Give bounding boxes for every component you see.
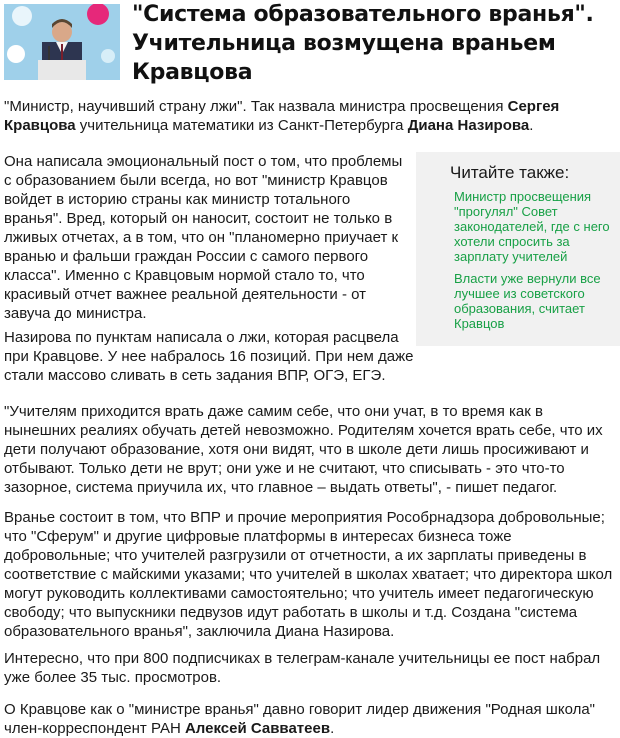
read-also-link-1[interactable]: Министр просвещения "прогулял" Совет законодателей, где с него хотели спросить за зарплату учителей xyxy=(454,189,610,264)
lead-text-2: учительница математики из Санкт-Петербурга xyxy=(75,117,408,134)
paragraph-6-text-2: . xyxy=(330,720,335,737)
article-title: "Система образовательного вранья". Учительница возмущена враньем Кравцова xyxy=(132,2,594,85)
article-thumbnail[interactable] xyxy=(4,4,120,80)
paragraph-6-text-1: О Кравцове как о "министре вранья" давно говорит лидер движения "Родная школа" член-корреспондент РАН xyxy=(4,701,595,737)
lead-paragraph xyxy=(4,97,614,135)
lead-name-kravtsov: Сергея Кравцова xyxy=(4,98,560,134)
read-also-link-2[interactable]: Власти уже вернули все лучшее из советского образования, считает Кравцов xyxy=(454,271,601,331)
body-paragraph-1: Она написала эмоциональный пост о том, что проблемы с образованием были всегда, но вот "министр Кравцов войдет в историю страны как министр тотального вранья". Вред, который он наносит, состоит не только в лживых отчетах, а в том, что он "планомерно приучает к вранью и фальши граждан России с самого первого класса". Именно с Кравцовым нормой стало то, что красивый отчет важнее реальной деятельности - от завуча до министра. xyxy=(4,153,403,322)
body-paragraph-6 xyxy=(4,700,616,738)
read-also-heading: Читайте также: xyxy=(450,163,570,182)
lead-name-nazirova: Диана Назирова xyxy=(407,117,530,134)
paragraph-6-name-savvateev: Алексей Савватеев xyxy=(184,720,331,737)
body-paragraph-5: Интересно, что при 800 подписчиках в телеграм-канале учительницы ее пост набрал уже более 35 тыс. просмотров. xyxy=(4,650,601,686)
lead-text-1: "Министр, научивший страну лжи". Так назвала министра просвещения xyxy=(4,98,508,115)
lead-text-3: . xyxy=(529,117,534,134)
minister-photo-image xyxy=(4,4,120,80)
read-also-box xyxy=(416,152,620,346)
body-paragraph-2: Назирова по пунктам написала о лжи, которая расцвела при Кравцове. У нее набралось 16 позиций. При нем даже стали массово сливать в сеть задания ВПР, ОГЭ, ЕГЭ. xyxy=(4,329,414,384)
body-paragraph-3: "Учителям приходится врать даже самим себе, что они учат, в то время как в нынешних реалиях обучать детей невозможно. Родителям хочется врать себе, что их дети получают образование, хотя они видят, что в школе дети лишь просиживают и отбывают. Только дети не врут; они уже и не считают, что списывать - это что-то зазорное, система приучила их, что главное – выдать ответы", - пишет педагог. xyxy=(4,403,603,496)
body-paragraph-4: Вранье состоит в том, что ВПР и прочие мероприятия Рособрнадзора добровольные; что "Сферум" и другие цифровые платформы в интересах бизнеса тоже добровольные; что учителей разгрузили от отчетности, а их зарплаты приведены в соответствие с майскими указами; что учителей в школах хватает; что директора школ могут руководить коллективами самостоятельно; что учитель имеет педагогическую свободу; что выпускники педвузов идут работать в школы и т.д. Создана "система образовательного вранья", заключила Диана Назирова. xyxy=(4,509,613,640)
